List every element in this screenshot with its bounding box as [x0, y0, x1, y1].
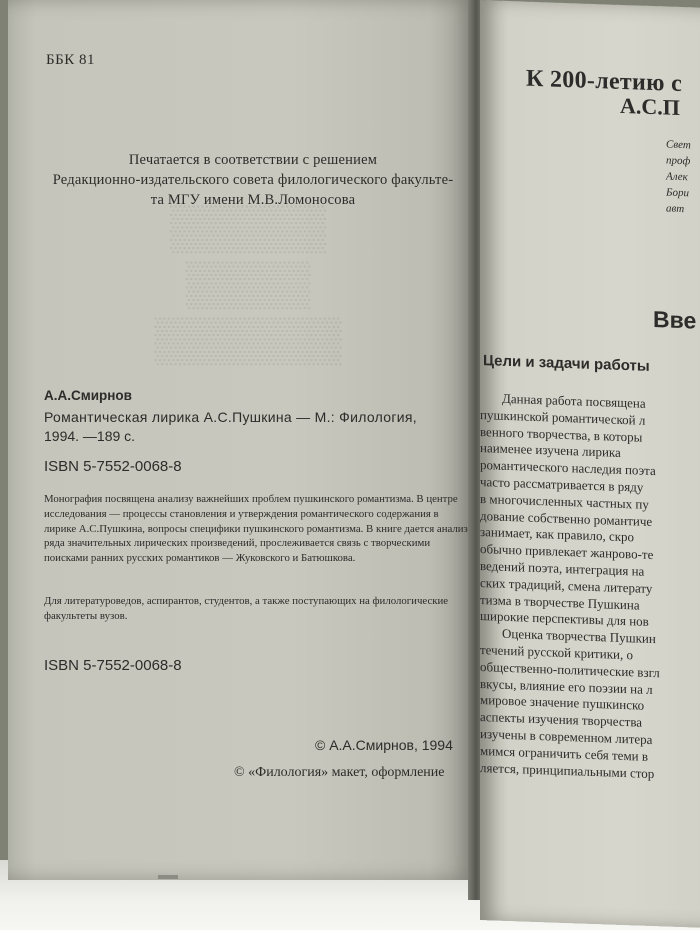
decree-line: та МГУ имени М.В.Ломоносова: [150, 192, 356, 208]
body-line: широкие перспективы для нов: [480, 608, 649, 630]
anniversary-heading: К 200-летию с: [526, 65, 683, 98]
body-line: обычно привлекает жанрово-те: [480, 541, 654, 563]
epigraph-line: авт: [666, 202, 685, 216]
body-line: пушкинской романтической л: [480, 406, 646, 428]
body-line: часто рассматривается в ряду: [480, 473, 644, 495]
body-line: дование собственно романтиче: [480, 507, 653, 529]
chapter-title: Вве: [653, 306, 697, 334]
epigraph-line: проф: [666, 154, 691, 168]
bibliographic-line: Романтическая лирика А.С.Пушкина — М.: Филология,: [44, 409, 417, 425]
bbk-code: ББК 81: [46, 52, 95, 68]
print-mark: [158, 875, 178, 879]
body-text: [480, 390, 660, 783]
body-line: аспекты изучения творчества: [480, 709, 643, 730]
left-page: [8, 0, 476, 880]
body-line: ских традиций, смена литерату: [480, 574, 653, 596]
body-line: в многочисленных частных пу: [480, 490, 649, 512]
body-line: мимся ограничить себя теми в: [480, 742, 649, 764]
body-line: ведений поэта, интеграция на: [480, 557, 645, 579]
body-line: тизма в творчестве Пушкина: [480, 591, 640, 613]
section-title: Цели и задачи работы: [483, 352, 650, 375]
decree-line: Редакционно-издательского совета филологического факульте-: [52, 172, 454, 188]
body-line: венного творчества, в которы: [480, 423, 643, 445]
epigraph-line: Бори: [666, 186, 689, 200]
epigraph-line: Алек: [666, 170, 688, 184]
audience-paragraph: Для литературоведов, аспирантов, студентов, а также поступающих на филологические факультеты вузов.: [44, 595, 449, 622]
isbn: ISBN 5-7552-0068-8: [44, 458, 182, 475]
publication-decree: [28, 150, 478, 210]
body-line: общественно-политические взгл: [480, 658, 660, 681]
show-through-text: ▒▒▒▒▒ ▒▒▒▒ ▒▒▒▒▒▒: [154, 203, 342, 364]
body-line: ляется, принципиальными стор: [480, 759, 655, 781]
copyright-publisher: © «Филология» макет, оформление: [234, 765, 445, 780]
body-line: занимает, как правило, скро: [480, 524, 635, 545]
isbn-bottom: ISBN 5-7552-0068-8: [44, 657, 182, 674]
abstract-paragraph: Монография посвящена анализу важнейших проблем пушкинского романтизма. В центре исследования — процессы становления и утверждения романтического содержания в лирике А.С.Пушкина, вопросы специфики пушкинского романтизма. В книге дается анализ ряда значительных лирических произведений, прослеживается связь с творческими поисками ранних русских романтиков — Жуковского и Батюшкова.: [44, 493, 468, 565]
body-line: романтического наследия поэта: [480, 457, 656, 479]
body-line: вкусы, влияние его поэзии на л: [480, 675, 653, 697]
bibliographic-line: 1994. —189 с.: [44, 428, 136, 444]
body-line: мировое значение пушкинско: [480, 692, 645, 714]
body-line: изучены в современном литера: [480, 725, 653, 747]
body-line: Данная работа посвящена: [502, 390, 646, 411]
copyright-author: © А.А.Смирнов, 1994: [315, 737, 453, 753]
anniversary-heading: А.С.П: [620, 92, 680, 120]
right-page: [480, 0, 700, 928]
body-line: Оценка творчества Пушкин: [502, 625, 656, 647]
decree-line: Печатается в соответствии с решением: [128, 152, 378, 168]
body-line: наименее изучена лирика: [480, 440, 621, 461]
body-line: течений русской критики, о: [480, 641, 633, 663]
epigraph-line: Свет: [666, 138, 691, 152]
author-name: А.А.Смирнов: [44, 388, 132, 403]
